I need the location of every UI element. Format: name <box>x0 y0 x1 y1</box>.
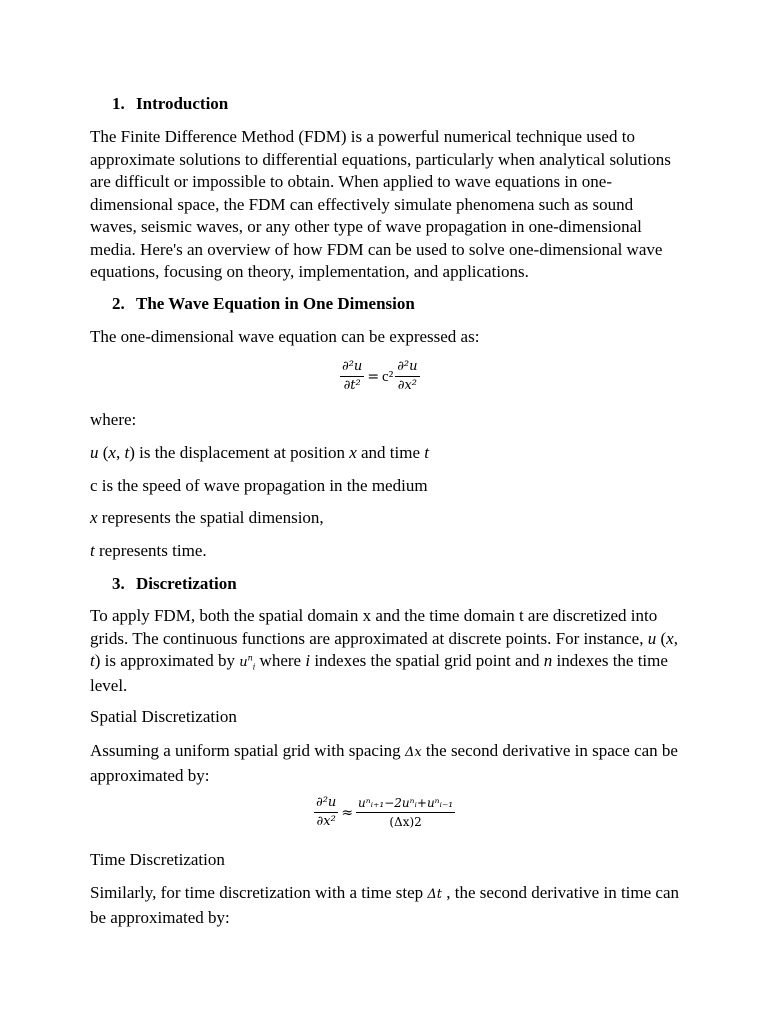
wave-equation-formula: $\frac{\text{∂²u}}{\text{∂t²}}$ = c² $\frac{\text{∂²u}}{\text{∂x²}}$ <box>342 359 418 393</box>
spatial-discretization-paragraph: Assuming a uniform spatial grid with spacing Δx the second derivative in space can be approximated by: <box>90 741 678 785</box>
wave-equation-intro: The one-dimensional wave equation can be expressed as: <box>90 327 480 346</box>
definition-x: x represents the spatial dimension, <box>90 508 324 527</box>
section-heading-discretization: 3. Discretization <box>112 574 237 593</box>
discretization-paragraph: To apply FDM, both the spatial domain x and the time domain t are discretized into grids. The continuous functions are approximated at discrete points. For instance, u (x, t) is approximated by $u^n_i$ where i indexes the spatial grid point and n indexes the time level. <box>90 606 678 695</box>
spatial-discretization-heading: Spatial Discretization <box>90 707 237 726</box>
section-heading-introduction: 1. Introduction <box>112 94 229 113</box>
spatial-derivative-formula: $\frac{\text{∂²u}}{\text{∂x²}}$ ≈ $\frac{\text{uⁿᵢ₊₁−2uⁿᵢ+uⁿᵢ₋₁}}{(\Delta x)2}$ <box>316 795 454 829</box>
section-heading-wave-equation: 2. The Wave Equation in One Dimension <box>112 294 415 313</box>
intro-paragraph: The Finite Difference Method (FDM) is a powerful numerical technique used to approximate solutions to differential equations, particularly when analytical solutions are difficult or impossible to obtain. When applied to wave equations in one-dimensional space, the FDM can effectively simulate phenomena such as sound waves, seismic waves, or any other type of wave propagation in one-dimensional media. Here's an overview of how FDM can be used to solve one-dimensional wave equations, focusing on theory, implementation, and applications. <box>90 127 671 281</box>
grid-symbol: $u^n_i$ <box>239 653 256 672</box>
time-discretization-paragraph: Similarly, for time discretization with a time step Δt , the second derivative in time can be approximated by: <box>90 883 680 927</box>
time-discretization-heading: Time Discretization <box>90 850 225 869</box>
definition-u: u (x, t) is the displacement at position x and time t <box>90 443 430 462</box>
definition-c: c is the speed of wave propagation in the medium <box>90 476 428 495</box>
definition-t: t represents time. <box>90 541 207 560</box>
where-label: where: <box>90 410 137 429</box>
